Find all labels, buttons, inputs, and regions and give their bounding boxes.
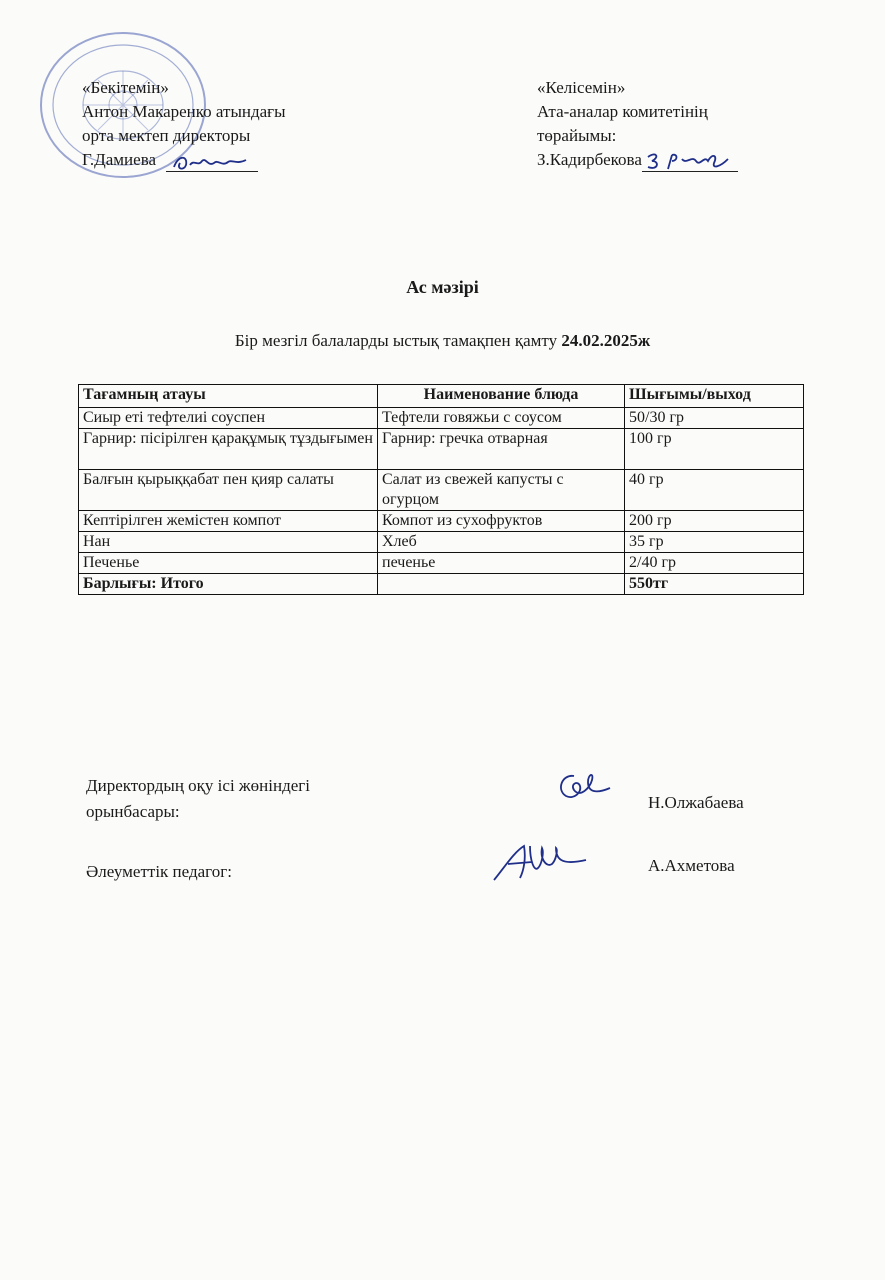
menu-date: 24.02.2025ж — [561, 331, 651, 350]
pedagog-name: А.Ахметова — [648, 856, 735, 875]
chair-title: төрайымы: — [537, 126, 617, 145]
table-cell: 40 гр — [625, 470, 804, 511]
table-cell: 35 гр — [625, 532, 804, 553]
page-subtitle — [0, 331, 885, 351]
table-cell: Компот из сухофруктов — [378, 511, 625, 532]
table-cell: Салат из свежей капусты с огурцом — [378, 470, 625, 511]
chair-signature-icon — [642, 149, 738, 173]
table-row — [79, 553, 804, 574]
approval-block-left — [82, 76, 286, 172]
deputy-name: Н.Олжабаева — [648, 793, 744, 812]
table-cell: Гарнир: пісірілген қарақұмық тұздығымен — [79, 429, 378, 470]
table-cell: 200 гр — [625, 511, 804, 532]
table-row — [79, 408, 804, 429]
table-cell: Нан — [79, 532, 378, 553]
director-signature-icon — [166, 151, 256, 173]
approve-label: «Бекітемін» — [82, 78, 169, 97]
table-cell: Хлеб — [378, 532, 625, 553]
total-empty-cell — [378, 574, 625, 595]
table-cell: 50/30 гр — [625, 408, 804, 429]
table-cell: печенье — [378, 553, 625, 574]
table-cell: Кептірілген жемістен компот — [79, 511, 378, 532]
table-row — [79, 511, 804, 532]
table-cell: Сиыр еті тефтелиі соуспен — [79, 408, 378, 429]
agree-label: «Келісемін» — [537, 78, 626, 97]
table-total-row — [79, 574, 804, 595]
table-row — [79, 429, 804, 470]
director-name: Г.Дамиева — [82, 150, 157, 169]
header-yield: Шығымы/выход — [625, 385, 804, 408]
table-cell: Балғын қырыққабат пен қияр салаты — [79, 470, 378, 511]
committee-title: Ата-аналар комитетінің — [537, 102, 708, 121]
table-cell: Гарнир: гречка отварная — [378, 429, 625, 470]
table-row — [79, 532, 804, 553]
table-cell: 2/40 гр — [625, 553, 804, 574]
total-label: Барлығы: Итого — [79, 574, 378, 595]
subtitle-text: Бір мезгіл балаларды ыстық тамақпен қамту — [234, 331, 558, 350]
menu-table — [78, 384, 804, 595]
social-pedagog-label: Әлеуметтік педагог: — [86, 862, 232, 881]
deputy-signature-icon — [552, 768, 616, 808]
table-cell: 100 гр — [625, 429, 804, 470]
director-title: орта мектеп директоры — [82, 126, 251, 145]
director-signature-line — [82, 148, 286, 172]
header-dish-ru: Наименование блюда — [378, 385, 625, 408]
table-cell: Тефтели говяжьи с соусом — [378, 408, 625, 429]
table-row — [79, 470, 804, 511]
pedagog-signature-icon — [490, 838, 590, 886]
deputy-line2: орынбасары: — [86, 802, 180, 821]
deputy-line1: Директордың оқу ісі жөніндегі — [86, 776, 310, 795]
total-value: 550тг — [625, 574, 804, 595]
table-cell: Печенье — [79, 553, 378, 574]
header-dish-kz: Тағамның атауы — [79, 385, 378, 408]
page-title: Ас мәзірі — [406, 277, 479, 297]
school-name: Антон Макаренко атындағы — [82, 102, 286, 121]
approval-block-right — [537, 76, 738, 172]
deputy-director-label — [86, 773, 310, 825]
table-header-row — [79, 385, 804, 408]
chair-signature-line — [537, 148, 738, 172]
chair-name: З.Кадирбекова — [537, 150, 642, 169]
